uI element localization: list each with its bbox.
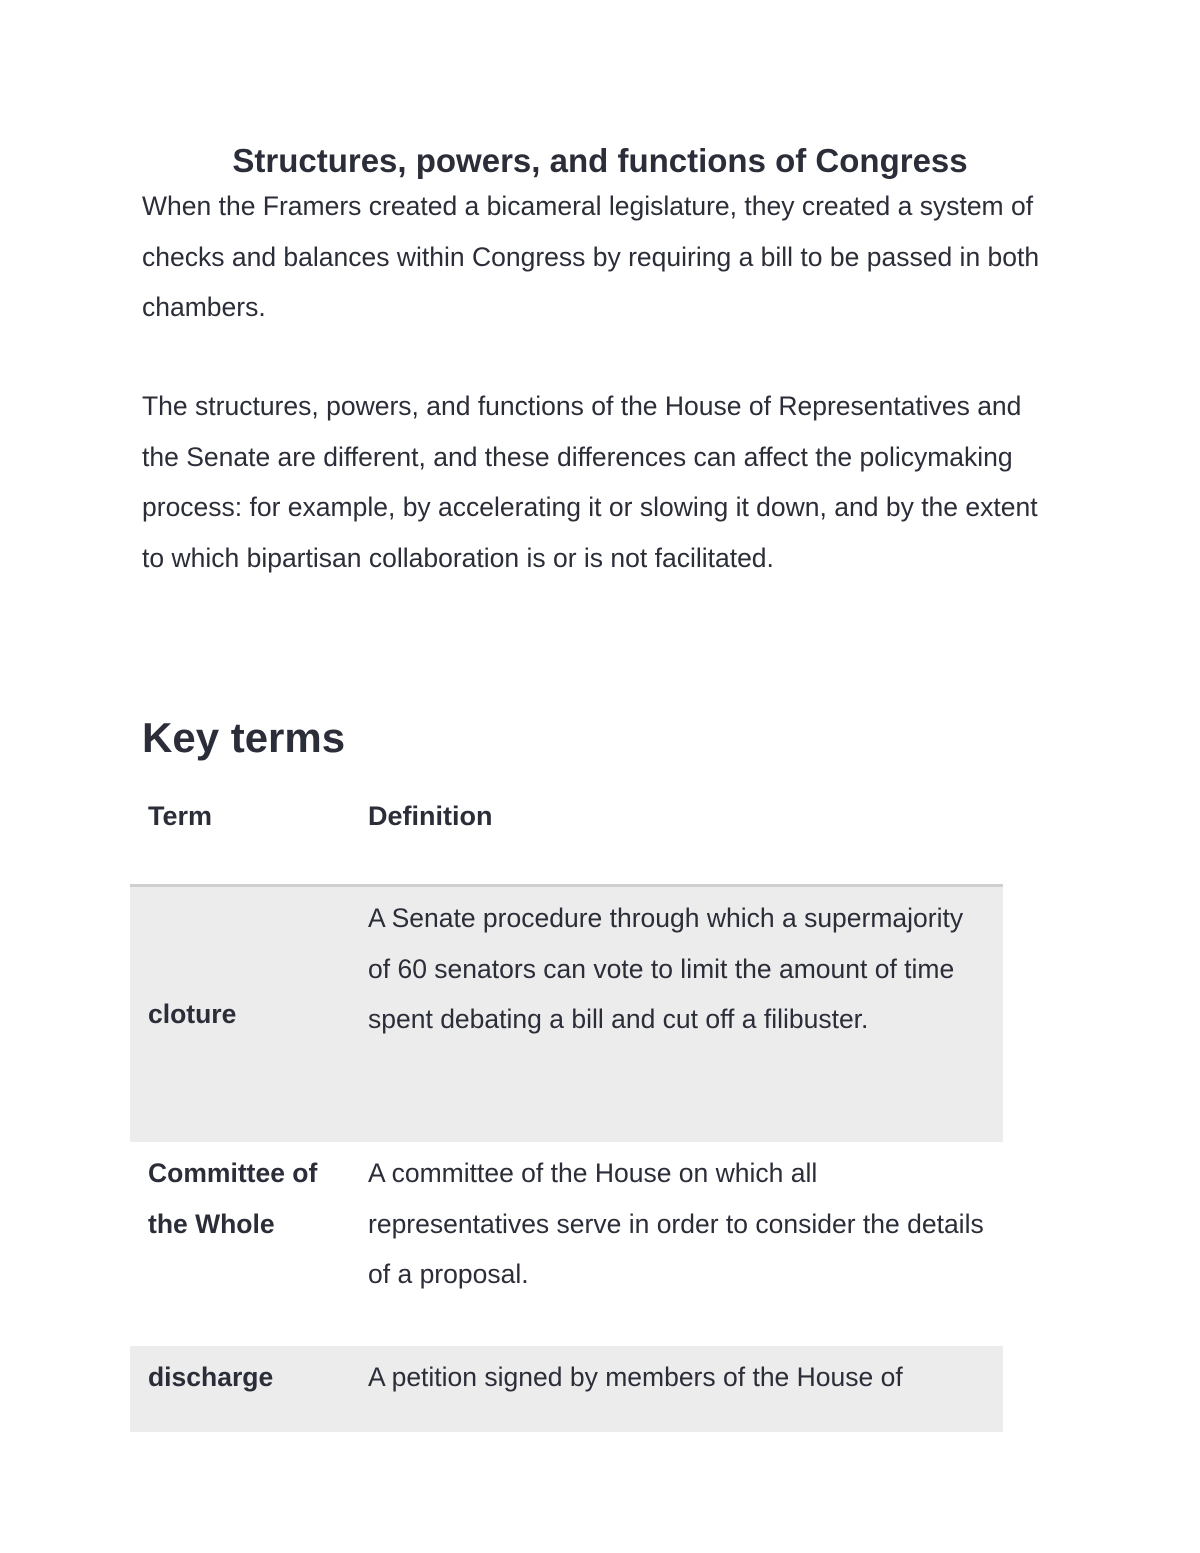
differences-paragraph: The structures, powers, and functions of the House of Representatives and the Senate are different, and these differences can affect the policymaking process: for example, by accelerating it or slowing it down, and by the extent to which bipartisan collaboration is or is not facilitated. <box>142 391 1038 573</box>
page-title: Structures, powers, and functions of Congress <box>232 142 968 179</box>
term-cell: cloture <box>130 886 351 1143</box>
definition-cell: A petition signed by members of the House of <box>351 1346 1003 1432</box>
intro-paragraph: When the Framers created a bicameral legislature, they created a system of checks and balances within Congress by requiring a bill to be passed in both chambers. <box>142 191 1040 322</box>
definition-cell: A committee of the House on which all representatives serve in order to consider the details of a proposal. <box>351 1142 1003 1346</box>
table-row <box>130 1142 1003 1346</box>
key-terms-table <box>130 790 1003 1432</box>
definition-cell: A Senate procedure through which a supermajority of 60 senators can vote to limit the amount of time spent debating a bill and cut off a filibuster. <box>351 886 1003 1143</box>
table-row <box>130 886 1003 1143</box>
column-header-term: Term <box>130 790 351 886</box>
table-row <box>130 1346 1003 1432</box>
column-header-definition: Definition <box>351 790 1003 886</box>
term-cell: discharge <box>130 1346 351 1432</box>
term-cell: Committee of the Whole <box>130 1142 351 1346</box>
section-heading-key-terms: Key terms <box>142 714 346 761</box>
table-header-row <box>130 790 1003 886</box>
